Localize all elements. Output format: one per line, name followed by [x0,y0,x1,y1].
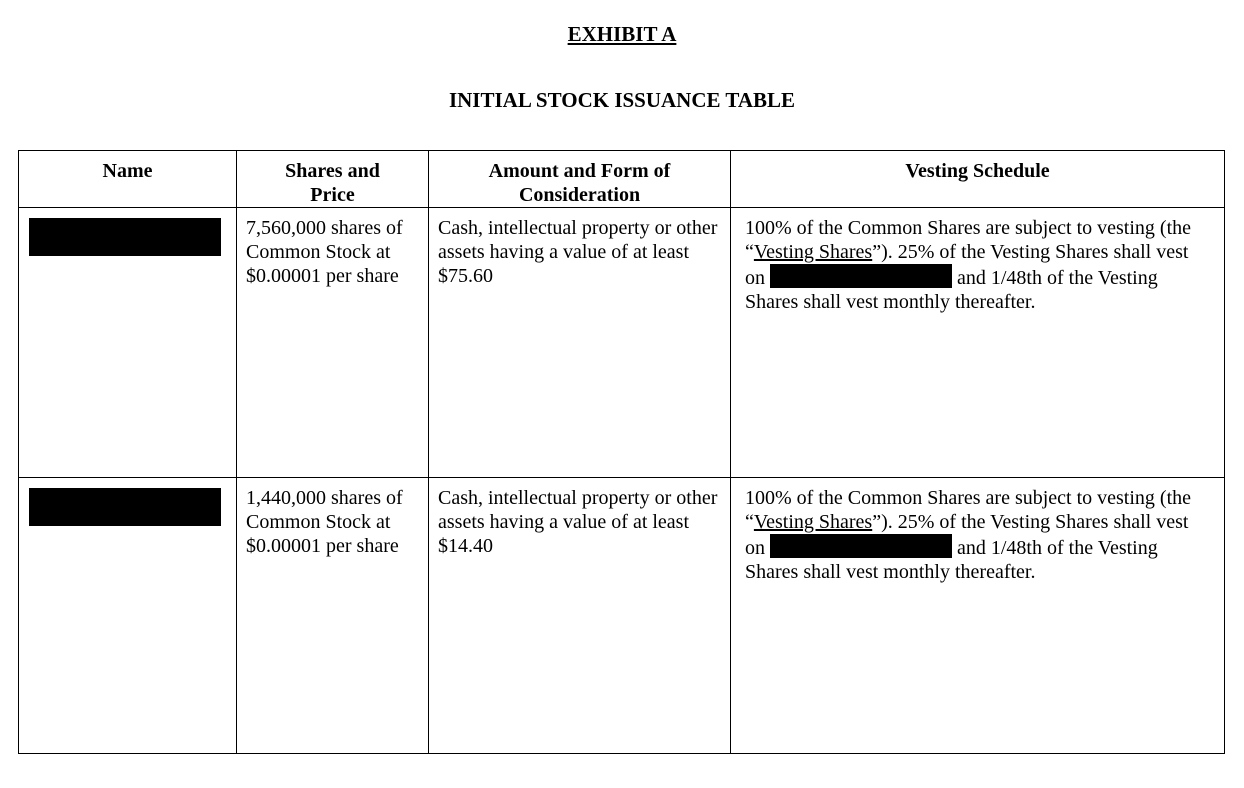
redacted-date [770,264,952,288]
redacted-date [770,534,952,558]
name-cell [19,478,237,754]
consideration-cell [429,478,731,754]
vesting-text-part-3: and 1/48th of the Vesting Shares shall vest monthly thereafter. [745,267,1158,313]
name-cell [19,208,237,478]
table-title: INITIAL STOCK ISSUANCE TABLE [448,88,796,112]
redacted-name [29,218,221,256]
shares-price-cell [237,478,429,754]
vesting-shares-defined-term: Vesting Shares [753,511,873,533]
shares-price-text: 7,560,000 shares of Common Stock at $0.00001 per share [246,217,403,287]
column-header-name: Name [19,151,237,208]
stock-issuance-table [18,150,1225,754]
consideration-cell [429,208,731,478]
table-row [19,208,1225,478]
table-row [19,478,1225,754]
column-header-consideration-label: Amount and Form of Consideration [488,160,671,206]
column-header-shares-price [237,151,429,208]
vesting-text-part-2: ”). 25% of the Vesting Shares shall vest on [745,511,1189,559]
vesting-cell [731,478,1225,754]
column-header-shares-price-label: Shares and Price [285,160,380,206]
consideration-text: Cash, intellectual property or other assets having a value of at least $75.60 [438,217,718,287]
vesting-cell [731,208,1225,478]
vesting-text [745,486,1205,584]
vesting-text [745,216,1205,314]
column-header-consideration [429,151,731,208]
redacted-name [29,488,221,526]
vesting-shares-defined-term: Vesting Shares [753,241,873,263]
exhibit-heading: EXHIBIT A [567,22,677,46]
vesting-text-part-3: and 1/48th of the Vesting Shares shall vest monthly thereafter. [745,537,1158,583]
column-header-vesting: Vesting Schedule [731,151,1225,208]
vesting-text-part-2: ”). 25% of the Vesting Shares shall vest on [745,241,1189,289]
consideration-text: Cash, intellectual property or other assets having a value of at least $14.40 [438,487,718,557]
vesting-text-part-1: 100% of the Common Shares are subject to vesting (the “ [745,487,1192,533]
shares-price-text: 1,440,000 shares of Common Stock at $0.00001 per share [246,487,403,557]
shares-price-cell [237,208,429,478]
vesting-text-part-1: 100% of the Common Shares are subject to vesting (the “ [745,217,1192,263]
table-header-row [19,151,1225,208]
